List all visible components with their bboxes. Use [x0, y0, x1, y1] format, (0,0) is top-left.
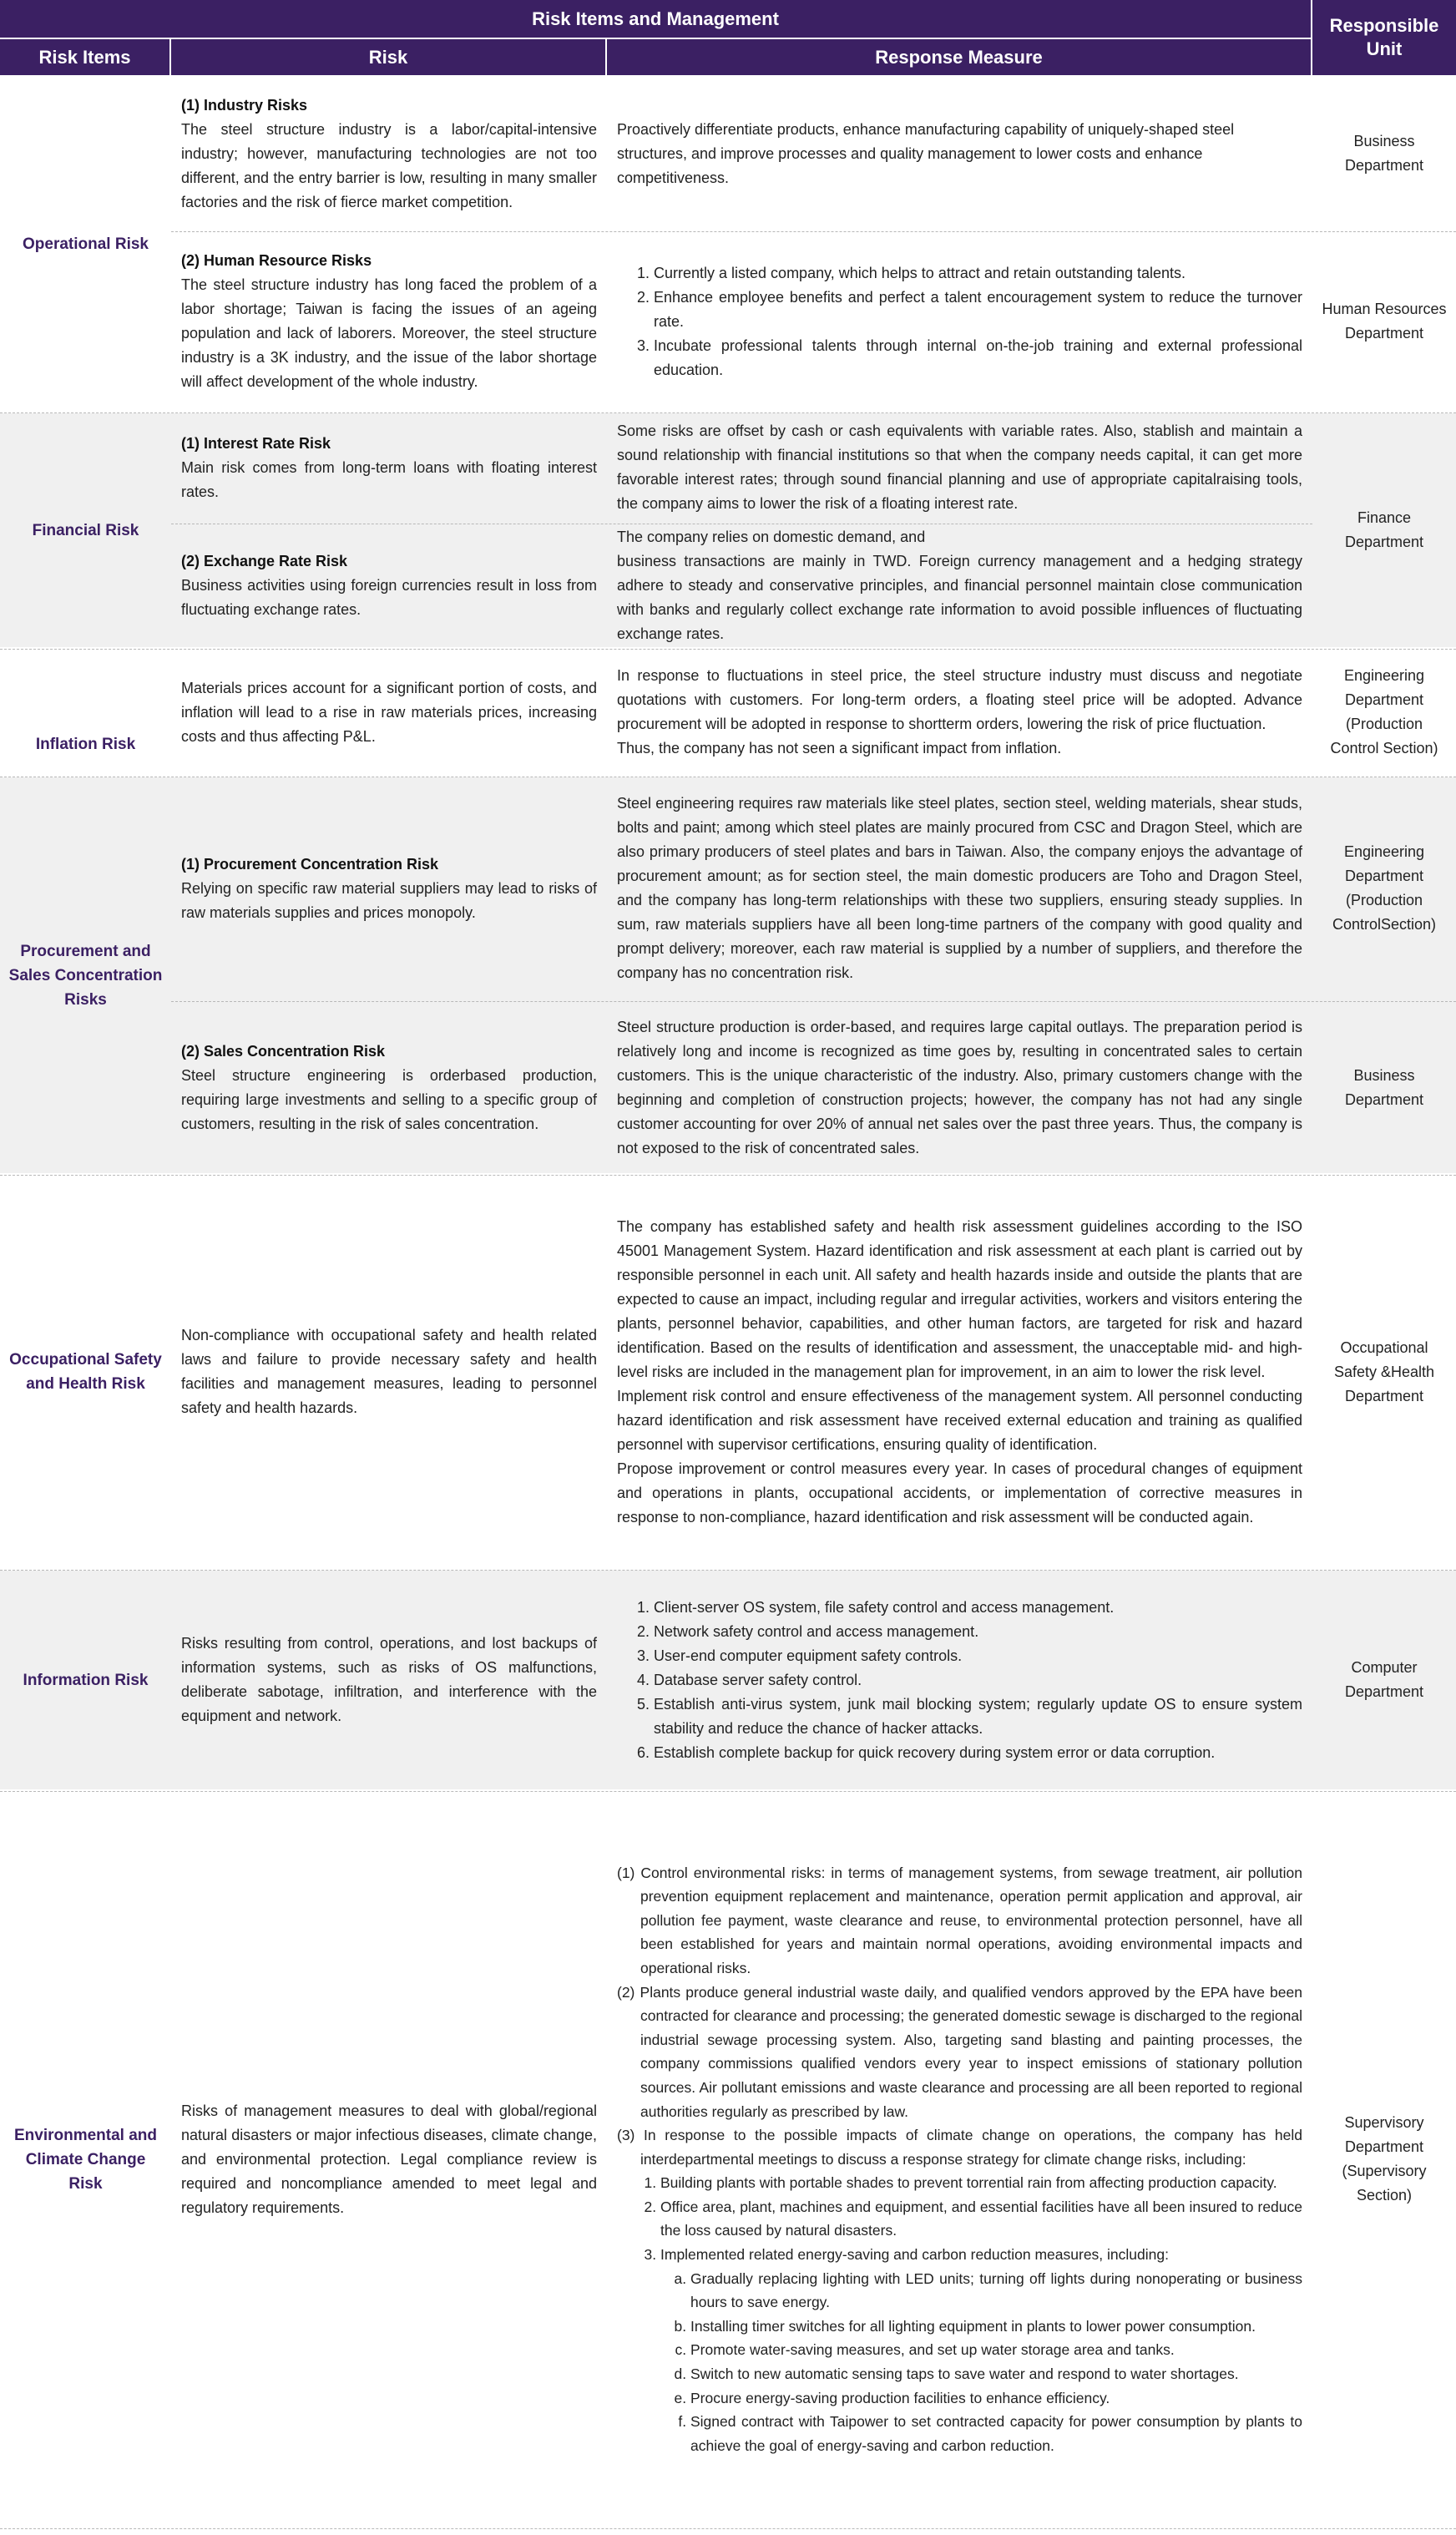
- response-env-p3-item: 2. Office area, plant, machines and equipment, and essential facilities have all been insured to reduce the loss caused by natural disasters.: [660, 2195, 1302, 2243]
- risk-exchange: [171, 524, 607, 647]
- response-procurement: [607, 777, 1312, 999]
- response-hr-item: 1. Currently a listed company, which helps to attract and retain outstanding talents.: [654, 261, 1302, 286]
- risk-sales-text: Steel structure engineering is orderbased production, requiring large investments and selling to a specific group of customers, resulting in the risk of sales concentration.: [181, 1066, 597, 1132]
- response-interest: [607, 413, 1312, 522]
- response-env-sub-item: b. Installing timer switches for all lighting equipment in plants to lower power consumption.: [690, 2315, 1302, 2339]
- response-hr-item: 3. Incubate professional talents through internal on-the-job training and external professional education.: [654, 334, 1302, 382]
- response-hr-item: 2. Enhance employee benefits and perfect a talent encouragement system to reduce the turnover rate.: [654, 286, 1302, 334]
- risk-exchange-title: (2) Exchange Rate Risk: [181, 553, 348, 569]
- header-risk-items: Risk Items: [0, 39, 169, 75]
- risk-inflation-text: Materials prices account for a significant portion of costs, and inflation will lead to a rise in raw materials prices, increasing costs and thus affecting P&L.: [181, 679, 597, 745]
- group-header: Risk Items and Management: [0, 0, 1311, 38]
- response-sales: [607, 1002, 1312, 1173]
- response-inflation: [607, 650, 1312, 775]
- risk-industry-title: (1) Industry Risks: [181, 96, 308, 114]
- header-unit: Responsible Unit: [1312, 0, 1456, 75]
- risk-interest: [171, 413, 607, 522]
- response-env-sub-item: c. Promote water-saving measures, and set up water storage area and tanks.: [690, 2338, 1302, 2362]
- risk-sales-title: (2) Sales Concentration Risk: [181, 1042, 386, 1060]
- unit-industry: Business Department: [1344, 133, 1424, 174]
- response-occupational-p2: Implement risk control and ensure effectiveness of the management system. All personnel conducting hazard identification and risk assessment have received external education and training as qualified personnel with supervisor certifications, ensuring quality of identification.: [617, 1387, 1302, 1453]
- risk-interest-title: (1) Interest Rate Risk: [181, 434, 331, 452]
- response-env-sub-item: e. Procure energy-saving production facilities to enhance efficiency.: [690, 2386, 1302, 2411]
- response-occupational-p1: The company has established safety and health risk assessment guidelines according to the ISO 45001 Management System. Hazard identification and risk assessment at each plant is carried out by responsible personnel in each unit. All safety and health hazards inside and outside the plants that are expected to cause an impact, including regular and irregular activities, workers and visitors entering the plants, personnel behavior, capabilities, and other human factors, are targeted for risk and hazard identification. Based on the results of identification and assessment, the unacceptable mid- and high-level risks are included in the management plan for improvement, in an aim to lower the risk level.: [617, 1217, 1302, 1380]
- risk-occupational: [171, 1176, 607, 1568]
- response-inflation-line1: In response to fluctuations in steel price, the steel structure industry must discuss and negotiate quotations with customers. For long-term orders, a floating steel price will be adopted. Advance procurement will be adopted in response to shortterm orders, lowering the risk of price fluctuation.: [617, 667, 1302, 732]
- unit-hr: Human Resources Department: [1322, 301, 1447, 342]
- risk-occupational-text: Non-compliance with occupational safety and health related laws and failure to provide necessary safety and health facilities and management measures, leading to personnel safety and health hazards.: [181, 1327, 597, 1416]
- response-information-item: 1. Client-server OS system, file safety control and access management.: [654, 1596, 1302, 1620]
- response-env-p3-item-text: Implemented related energy-saving and carbon reduction measures, including:: [660, 2246, 1169, 2264]
- unit-information: Computer Department: [1344, 1659, 1424, 1700]
- unit-occupational: Occupational Safety &Health Department: [1333, 1338, 1435, 1404]
- response-procurement-text: Steel engineering requires raw materials like steel plates, section steel, welding materials, shear studs, bolts and paint; among which steel plates are mainly procured from CSC and Dragon Steel, which are also primary producers of steel plates and bars in Taiwan. Also, the company enjoys the advantage of procurement amount; as for section steel, the main domestic producers are Toho and Dragon Steel, and the company has long-term relationships with these two suppliers, ensuring steady supplies. In sum, raw materials suppliers have all been long-time partners of the company with good quality and prompt delivery; moreover, each raw material is supplied by a number of suppliers, and therefore the company has no concentration risk.: [617, 795, 1302, 981]
- item-procurement: Procurement and Sales Concentration Risks: [8, 942, 163, 1009]
- response-information-item: 2. Network safety control and access management.: [654, 1620, 1302, 1644]
- risk-industry: [171, 77, 607, 230]
- response-industry-text: Proactively differentiate products, enhance manufacturing capability of uniquely-shaped steel structures, and improve processes and quality management to lower costs and enhance competitiveness.: [617, 120, 1235, 186]
- response-information: [607, 1571, 1312, 1789]
- response-exchange-line2: business transactions are mainly in TWD. Foreign currency management and a hedging strategy adhere to steady and conservative principles, and financial personnel maintain close communication with banks and regularly collect exchange rate information to avoid possible influences of fluctuating exchange rates.: [617, 553, 1302, 642]
- risk-environmental: [171, 1792, 607, 2527]
- header-response: Response Measure: [607, 39, 1311, 75]
- response-industry: [607, 77, 1312, 230]
- risk-industry-text: The steel structure industry is a labor/capital-intensive industry; however, manufacturing technologies are not too different, and the entry barrier is low, resulting in many smaller factories and the risk of fierce market competition.: [181, 120, 597, 210]
- risk-information: [171, 1571, 607, 1789]
- item-operational: Operational Risk: [23, 235, 149, 253]
- item-environmental: Environmental and Climate Change Risk: [13, 2126, 158, 2193]
- risk-procurement: [171, 777, 607, 999]
- response-env-sub-item: d. Switch to new automatic sensing taps to save water and respond to water shortages.: [690, 2362, 1302, 2386]
- risk-procurement-text: Relying on specific raw material suppliers may lead to risks of raw materials supplies and prices monopoly.: [181, 879, 597, 921]
- risk-hr: [171, 232, 607, 411]
- response-environmental: [607, 1792, 1312, 2527]
- response-inflation-line2: Thus, the company has not seen a significant impact from inflation.: [617, 740, 1062, 756]
- response-exchange: [607, 524, 1312, 647]
- risk-hr-text: The steel structure industry has long faced the problem of a labor shortage; Taiwan is facing the issues of an ageing population and lack of laborers. Moreover, the steel structure industry is a 3K industry, and the issue of the labor shortage will affect development of the whole industry.: [181, 276, 597, 390]
- header-risk: Risk: [171, 39, 605, 75]
- response-env-p3-item: 1. Building plants with portable shades to prevent torrential rain from affecting production capacity.: [660, 2171, 1302, 2195]
- response-env-p3: (3) In response to the possible impacts of climate change on operations, the company has held interdepartmental meetings to discuss a response strategy for climate change risks, including:: [617, 2127, 1302, 2168]
- item-inflation: Inflation Risk: [35, 736, 136, 753]
- unit-environmental: Supervisory Department (Supervisory Section): [1342, 2114, 1427, 2204]
- response-information-item: 5. Establish anti-virus system, junk mail blocking system; regularly update OS to ensure system stability and reduce the chance of hacker attacks.: [654, 1693, 1302, 1741]
- unit-procurement: Engineering Department (Production ControlSection): [1332, 843, 1437, 933]
- risk-environmental-text: Risks of management measures to deal with global/regional natural disasters or major infectious diseases, climate change, and environmental protection. Legal compliance review is required and noncompliance amended to meet legal and regulatory requirements.: [181, 2102, 597, 2216]
- response-information-item: 6. Establish complete backup for quick recovery during system error or data corruption.: [654, 1741, 1302, 1765]
- response-information-item: 4. Database server safety control.: [654, 1668, 1302, 1693]
- risk-inflation: [171, 650, 607, 775]
- risk-procurement-title: (1) Procurement Concentration Risk: [181, 855, 439, 873]
- response-occupational: [607, 1176, 1312, 1568]
- response-env-p2: (2) Plants produce general industrial waste daily, and qualified vendors approved by the EPA have been contracted for clearance and processing; the generated domestic sewage is discharged to the regional industrial sewage processing system. Also, targeting sand blasting and painting processes, the company commissions qualified vendors every year to inspect emissions of stationary pollution sources. Air pollutant emissions and waste clearance and processing are all been reported to regional authorities regularly as prescribed by law.: [617, 1983, 1302, 2120]
- risk-sales: [171, 1002, 607, 1173]
- item-financial: Financial Risk: [32, 521, 139, 539]
- risk-information-text: Risks resulting from control, operations, and lost backups of information systems, such as risks of OS malfunctions, deliberate sabotage, infiltration, and interference with the equipment and network.: [181, 1635, 597, 1724]
- response-exchange-line1: The company relies on domestic demand, and: [617, 529, 926, 545]
- unit-inflation: Engineering Department (Production Control Section): [1330, 667, 1438, 756]
- risk-exchange-text: Business activities using foreign currencies result in loss from fluctuating exchange rates.: [181, 577, 597, 618]
- response-occupational-p3: Propose improvement or control measures every year. In cases of procedural changes of equipment and operations in plants, occupational accidents, or implementation of corrective measures in response to non-compliance, hazard identification and risk assessment will be conducted again.: [617, 1460, 1302, 1526]
- unit-sales: Business Department: [1344, 1066, 1424, 1108]
- unit-financial: Finance Department: [1344, 509, 1424, 550]
- response-env-sub-item: f. Signed contract with Taipower to set contracted capacity for power consumption by plants to achieve the goal of energy-saving and carbon reduction.: [690, 2410, 1302, 2457]
- response-env-p3-item: [660, 2243, 1302, 2457]
- response-sales-text: Steel structure production is order-based, and requires large capital outlays. The preparation period is relatively long and income is recognized as time goes by, resulting in concentrated sales to certain customers. This is the unique characteristic of the industry. Also, primary customers change with the beginning and completion of construction projects; however, the company has not had any single customer accounting for over 20% of annual net sales over the past three years. Thus, the company is not exposed to the risk of concentrated sales.: [617, 1018, 1302, 1156]
- response-hr: [607, 232, 1312, 411]
- response-env-p1: (1) Control environmental risks: in terms of management systems, from sewage treatment, air pollution prevention equipment replacement and maintenance, operation permit application and approval, air pollution fee payment, waste clearance and reuse, to environmental protection personnel, have all been established for years and maintain normal operations, avoiding environmental impacts and operational risks.: [617, 1864, 1302, 1976]
- item-information: Information Risk: [23, 1671, 149, 1689]
- response-information-item: 3. User-end computer equipment safety controls.: [654, 1644, 1302, 1668]
- response-interest-text: Some risks are offset by cash or cash equivalents with variable rates. Also, stablish and maintain a sound relationship with financial institutions so that when the company needs capital, it can get more favorable interest rates; through sound financial planning and use of appropriate capitalraising tools, the company aims to lower the risk of a floating interest rate.: [617, 422, 1302, 512]
- response-env-sub-item: a. Gradually replacing lighting with LED units; turning off lights during nonoperating or business hours to save energy.: [690, 2267, 1302, 2315]
- item-occupational: Occupational Safety and Health Risk: [9, 1351, 162, 1393]
- row-divider: [0, 2528, 1456, 2529]
- risk-interest-text: Main risk comes from long-term loans with floating interest rates.: [181, 458, 597, 500]
- risk-hr-title: (2) Human Resource Risks: [181, 252, 372, 269]
